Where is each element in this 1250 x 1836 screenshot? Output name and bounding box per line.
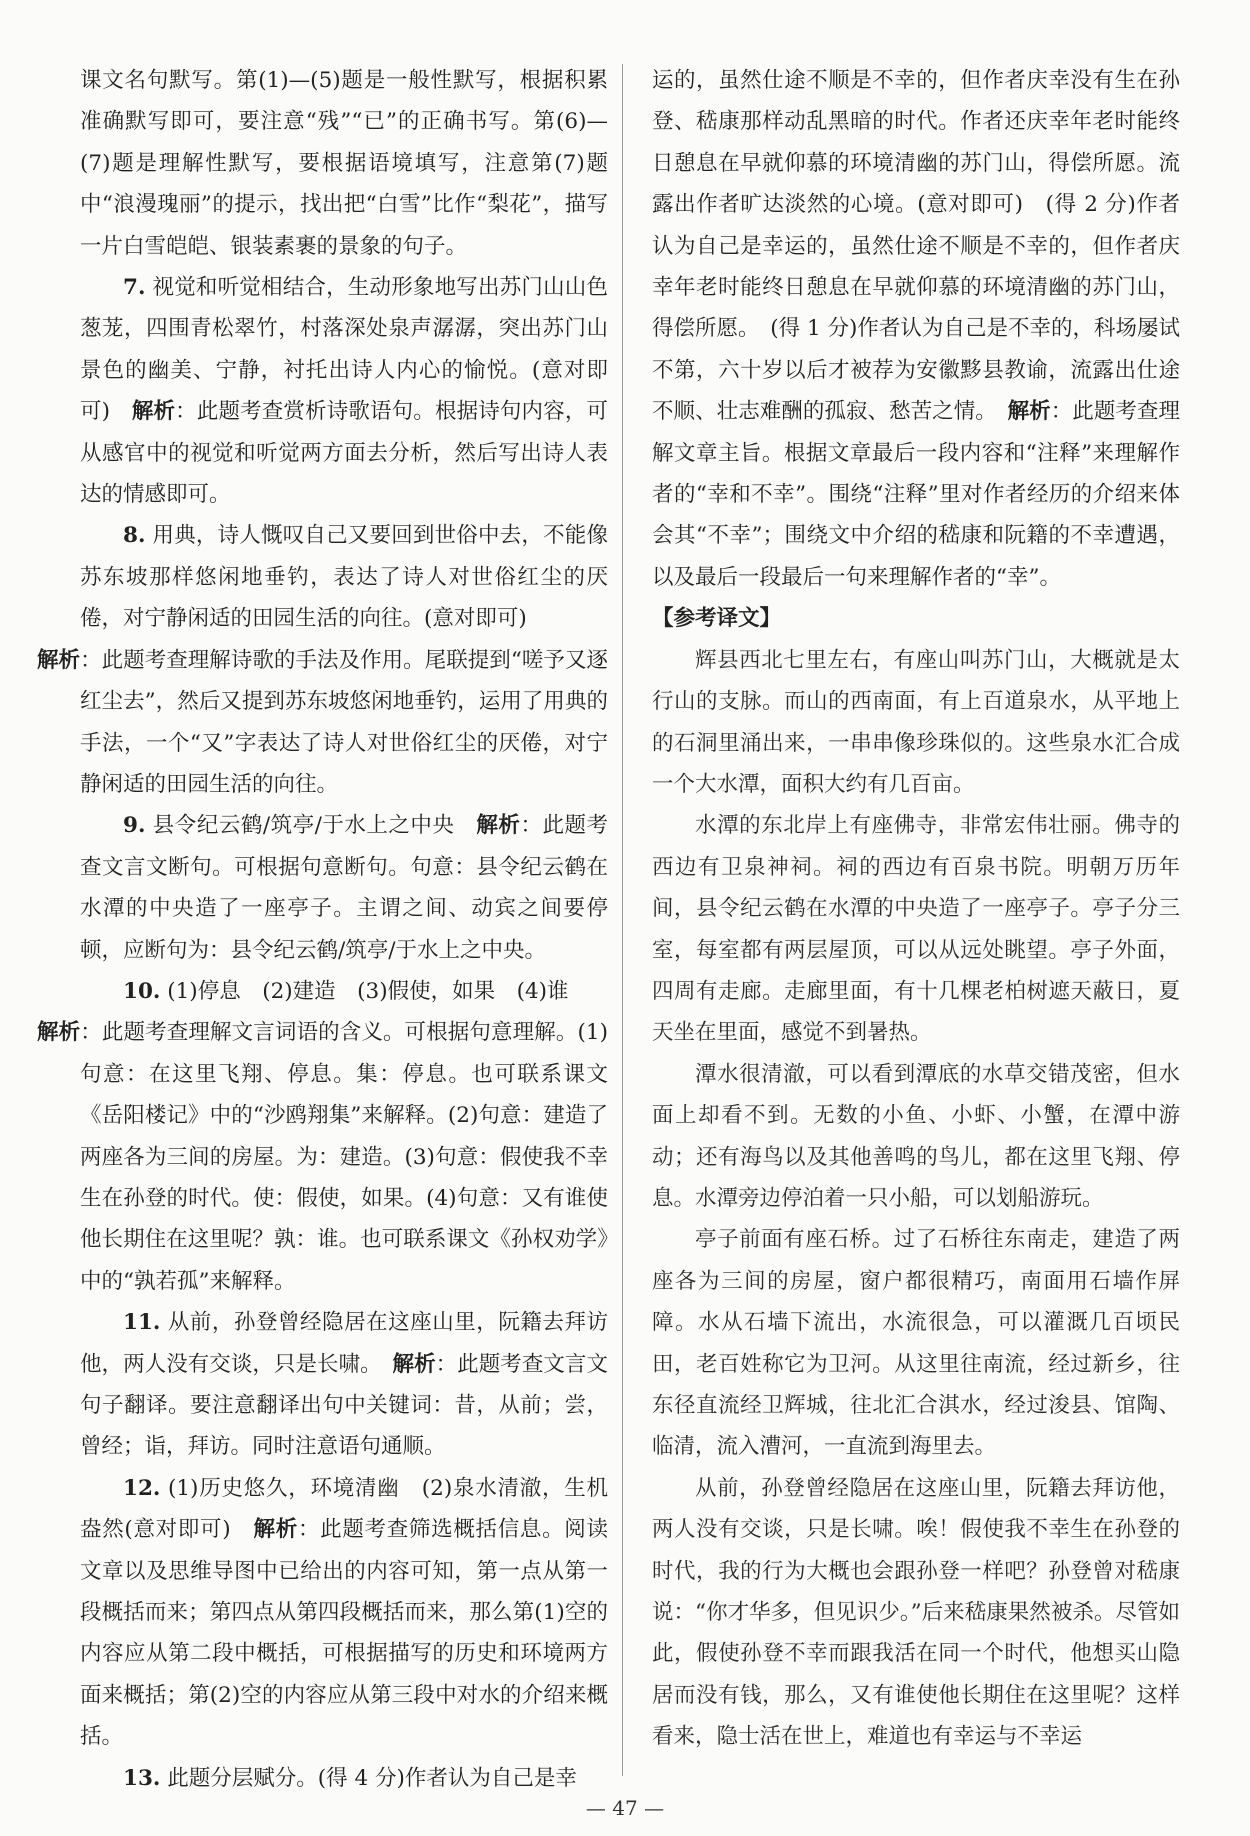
answer-11 [80, 1302, 608, 1468]
analysis-label: 解析 [253, 1517, 298, 1543]
answer-text: 此题分层赋分。(得 4 分)作者认为自己是幸 [160, 1765, 577, 1791]
page-number: — 47 — [585, 1796, 665, 1820]
question-number: 9. [123, 813, 146, 839]
question-number: 10. [123, 978, 161, 1004]
analysis-label: 解析 [131, 399, 176, 425]
translation-paragraph-4: 亭子前面有座石桥。过了石桥往东南走，建造了两座各为三间的房屋，窗户都很精巧，南面用石墙作屏障。水从石墙下流出，水流很急，可以灌溉几百顷民田，老百姓称它为卫河。从这里往南流，经过新乡，往东径直流经卫辉城，往北汇合淇水，经过浚县、馆陶、临清，流入漕河，一直流到海里去。 [652, 1227, 1180, 1460]
analysis-text: ：此题考查筛选概括信息。阅读文章以及思维导图中已给出的内容可知，第一点从第一段概括而来；第四点从第四段概括而来，那么第(1)空的内容应从第二段中概括，可根据描写的历史和环境两方面来概括；第(2)空的内容应从第三段中对水的介绍来概括。 [80, 1517, 608, 1750]
analysis-text: ：此题考查文言文句子翻译。要注意翻译出句中关键词：昔，从前；尝，曾经；诣，拜访。同时注意语句通顺。 [80, 1351, 608, 1460]
analysis-text: ：此题考查理解诗歌的手法及作用。尾联提到“嗟予又逐红尘去”，然后又提到苏东坡悠闲地垂钓，运用了用典的手法，一个“又”字表达了诗人对世俗红尘的厌倦，对宁静闲适的田园生活的向往。 [80, 647, 608, 797]
analysis-label: 解析 [392, 1351, 436, 1377]
analysis-text: ：此题考查理解文言词语的含义。可根据句意理解。(1)句意：在这里飞翔、停息。集：停息。也可联系课文《岳阳楼记》中的“沙鸥翔集”来解释。(2)句意：建造了两座各为三间的房屋。为：建造。(3)句意：假使我不幸生在孙登的时代。使：假使，如果。(4)句意：又有谁使他长期住在这里呢？孰：谁。也可联系课文《孙权劝学》中的“孰若孤”来解释。 [80, 1020, 608, 1294]
translation-paragraph-5: 从前，孙登曾经隐居在这座山里，阮籍去拜访他，两人没有交谈，只是长啸。唉！假使我不幸生在孙登的时代，我的行为大概也会跟孙登一样吧？孙登曾对嵇康说：“你才华多，但见识少。”后来嵇康果然被杀。尽管如此，假使孙登不幸而跟我活在同一个时代，他想买山隐居而没有钱，那么，又有谁使他长期住在这里呢？这样看来，隐士活在世上，难道也有幸运与不幸运 [652, 1475, 1180, 1750]
answer-8 [37, 515, 608, 805]
reference-translation-title: 【参考译文】 [652, 606, 782, 632]
answer-7 [80, 267, 608, 515]
answer-text: 县令纪云鹤/筑亭/于水上之中央 [145, 813, 477, 839]
answer-text: (1)停息 (2)建造 (3)假使，如果 (4)谁 [160, 978, 569, 1004]
answer-text: 用典，诗人慨叹自己又要回到世俗中去，不能像苏东坡那样悠闲地垂钓，表达了诗人对世俗红尘的厌倦，对宁静闲适的田园生活的向往。(意对即可) [80, 523, 608, 632]
column-divider [622, 64, 623, 1776]
answer-text: 运的，虽然仕途不顺是不幸的，但作者庆幸没有生在孙登、嵇康那样动乱黑暗的时代。作者还庆幸年老时能终日憩息在早就仰慕的环境清幽的苏门山，得偿所愿。流露出作者旷达淡然的心境。(意对即可) (得 2 分)作者认为自己是幸运的，虽然仕途不顺是不幸的，但作者庆幸年老时能终日憩息在早就仰慕的环境清幽的苏门山，得偿所愿。 (得 1 分)作者认为自己是不幸的，科场屡试不第，六十岁以后才被荐为安徽黟县教谕，流露出仕途不顺、壮志难酬的孤寂、愁苦之情。 [652, 68, 1180, 425]
question-number: 8. [123, 523, 146, 549]
answer-13 [80, 1758, 608, 1799]
paragraph-6-explanation [80, 60, 608, 267]
analysis-label: 解析 [37, 1020, 81, 1046]
translation-paragraph-1: 辉县西北七里左右，有座山叫苏门山，大概就是太行山的支脉。而山的西南面，有上百道泉水，从平地上的石洞里涌出来，一串串像珍珠似的。这些泉水汇合成一个大水潭，面积大约有几百亩。 [652, 647, 1180, 797]
answer-13-continued [652, 60, 1180, 598]
answer-text: 视觉和听觉相结合，生动形象地写出苏门山山色葱茏，四围青松翠竹，村落深处泉声潺潺，突出苏门山景色的幽美、宁静，衬托出诗人内心的愉悦。(意对即可) [80, 275, 608, 425]
answer-text: (1)历史悠久，环境清幽 (2)泉水清澈，生机盎然(意对即可) [80, 1475, 608, 1543]
analysis-text: ：此题考查理解文章主旨。根据文章最后一段内容和“注释”来理解作者的“幸和不幸”。围绕“注释”里对作者经历的介绍来体会其“不幸”；围绕文中介绍的嵇康和阮籍的不幸遭遇，以及最后一段最后一句来理解作者的“幸”。 [652, 399, 1180, 590]
analysis-label: 解析 [1007, 399, 1051, 425]
translation-paragraph-2: 水潭的东北岸上有座佛寺，非常宏伟壮丽。佛寺的西边有卫泉神祠。祠的西边有百泉书院。明朝万历年间，县令纪云鹤在水潭的中央造了一座亭子。亭子分三室，每室都有两层屋顶，可以从远处眺望。亭子外面，四周有走廊。走廊里面，有十几棵老柏树遮天蔽日，夏天坐在里面，感觉不到暑热。 [652, 813, 1180, 1046]
question-number: 7. [123, 275, 146, 301]
left-column [37, 60, 608, 1799]
right-column [652, 60, 1180, 1758]
analysis-label: 解析 [37, 647, 81, 673]
question-number: 13. [123, 1765, 161, 1791]
answer-12 [80, 1468, 608, 1758]
text: 课文名句默写。第(1)—(5)题是一般性默写，根据积累准确默写即可，要注意“残”“已”的正确书写。第(6)—(7)题是理解性默写，要根据语境填写，注意第(7)题中“浪漫瑰丽”的提示，找出把“白雪”比作“梨花”，描写一片白雪皑皑、银装素裹的景象的句子。 [80, 68, 608, 259]
question-number: 12. [123, 1475, 161, 1501]
translation-paragraph-3: 潭水很清澈，可以看到潭底的水草交错茂密，但水面上却看不到。无数的小鱼、小虾、小蟹，在潭中游动；还有海鸟以及其他善鸣的鸟儿，都在这里飞翔、停息。水潭旁边停泊着一只小船，可以划船游玩。 [652, 1061, 1180, 1211]
analysis-text: ：此题考查文言文断句。可根据句意断句。句意：县令纪云鹤在水潭的中央造了一座亭子。主谓之间、动宾之间要停顿，应断句为：县令纪云鹤/筑亭/于水上之中央。 [80, 813, 608, 963]
analysis-label: 解析 [476, 813, 521, 839]
answer-text: 从前，孙登曾经隐居在这座山里，阮籍去拜访他，两人没有交谈，只是长啸。 [80, 1310, 608, 1377]
question-number: 11. [123, 1310, 161, 1336]
analysis-text: ：此题考查赏析诗歌语句。根据诗句内容，可从感官中的视觉和听觉两方面去分析，然后写出诗人表达的情感即可。 [80, 399, 608, 508]
answer-9 [80, 805, 608, 971]
answer-10 [37, 971, 608, 1302]
